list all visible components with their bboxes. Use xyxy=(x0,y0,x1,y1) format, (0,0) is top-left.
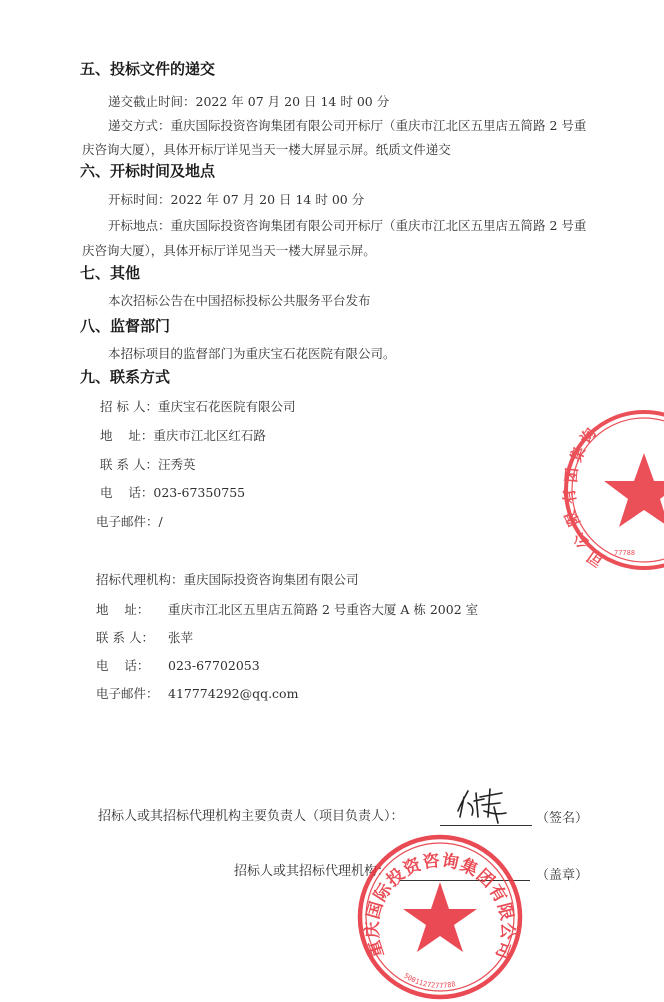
heading-contact: 九、联系方式 xyxy=(80,368,171,386)
tenderer-contact-row xyxy=(100,455,195,473)
tenderer-name-label: 招 标 人： xyxy=(100,399,158,414)
agent-email-label: 电子邮件： xyxy=(96,686,159,701)
agent-address-row xyxy=(96,600,478,618)
svg-text:限: 限 xyxy=(560,507,584,529)
agent-name-row xyxy=(96,570,359,588)
seal-code-text: 5001127277788 xyxy=(402,971,457,990)
tenderer-address-label: 地 址： xyxy=(100,428,154,443)
tenderer-email-value: / xyxy=(158,514,163,529)
seal-note: （盖章） xyxy=(536,868,589,883)
seal-line-label: 招标人或其招标代理机构： xyxy=(234,864,391,879)
agent-phone-value: 023-67702053 xyxy=(168,658,260,673)
handwritten-signature xyxy=(450,783,535,828)
agent-email-row xyxy=(96,684,298,702)
tenderer-contact-label: 联 系 人： xyxy=(100,457,158,472)
agent-phone-label: 电 话： xyxy=(96,658,150,673)
tenderer-phone-label: 电 话： xyxy=(100,485,154,500)
opening-place-cont: 庆咨询大厦），具体开标厅详见当天一楼大屏显示屏。 xyxy=(82,243,376,258)
tenderer-name-row xyxy=(100,397,295,415)
agent-name-value: 重庆国际投资咨询集团有限公司 xyxy=(183,572,359,587)
signature-line-label: 招标人或其招标代理机构主要负责人（项目负责人）： xyxy=(98,809,404,824)
opening-place: 开标地点：重庆国际投资咨询集团有限公司开标厅（重庆市江北区五里店五简路 2 号重 xyxy=(108,218,587,233)
svg-text:77788: 77788 xyxy=(614,549,636,557)
supervision-text: 本招标项目的监督部门为重庆宝石花医院有限公司。 xyxy=(108,346,396,361)
submission-deadline: 递交截止时间：2022 年 07 月 20 日 14 时 00 分 xyxy=(108,94,390,109)
company-seal xyxy=(355,832,525,1002)
seal-company-text: 重庆国际投资咨询集团有限公司 xyxy=(362,850,518,963)
agent-contact-label: 联 系 人： xyxy=(96,630,154,645)
agent-address-label: 地 址： xyxy=(96,602,150,617)
submission-method: 递交方式：重庆国际投资咨询集团有限公司开标厅（重庆市江北区五里店五简路 2 号重 xyxy=(108,118,587,133)
svg-text:司: 司 xyxy=(583,547,607,571)
svg-text:集: 集 xyxy=(566,444,589,465)
company-seal-partial xyxy=(540,405,664,575)
svg-text:有: 有 xyxy=(559,487,580,506)
tenderer-address-row xyxy=(100,426,266,444)
other-text: 本次招标公告在中国招标投标公共服务平台发布 xyxy=(108,293,371,308)
agent-email-value: 417774292@qq.com xyxy=(168,686,299,701)
agent-address-value: 重庆市江北区五里店五简路 2 号重咨大厦 A 栋 2002 室 xyxy=(168,602,479,617)
opening-time: 开标时间：2022 年 07 月 20 日 14 时 00 分 xyxy=(108,192,365,207)
svg-text:5001127277788 xyxy=(402,972,456,990)
agent-phone-row xyxy=(96,656,260,674)
tenderer-email-label: 电子邮件： xyxy=(96,514,159,529)
tenderer-phone-value: 023-67350755 xyxy=(153,485,246,500)
tenderer-address-value: 重庆市江北区红石路 xyxy=(153,428,266,443)
heading-supervision: 八、监督部门 xyxy=(80,317,171,335)
svg-text:团: 团 xyxy=(562,466,582,484)
tenderer-contact-value: 汪秀英 xyxy=(157,457,196,472)
tenderer-phone-row xyxy=(100,483,245,501)
heading-other: 七、其他 xyxy=(80,264,141,282)
tenderer-name-value: 重庆宝石花医院有限公司 xyxy=(157,399,296,414)
svg-text:公: 公 xyxy=(569,528,594,552)
agent-name-label: 招标代理机构： xyxy=(96,572,184,587)
agent-contact-value: 张苹 xyxy=(168,630,194,645)
svg-text:询: 询 xyxy=(576,424,600,448)
submission-method-cont: 庆咨询大厦），具体开标厅详见当天一楼大屏显示屏。纸质文件递交 xyxy=(82,142,451,157)
signature-sign-note: （签名） xyxy=(536,811,589,826)
tenderer-email-row xyxy=(96,512,163,530)
heading-submission: 五、投标文件的递交 xyxy=(80,60,216,78)
heading-opening: 六、开标时间及地点 xyxy=(80,162,216,180)
agent-contact-row xyxy=(96,628,193,646)
